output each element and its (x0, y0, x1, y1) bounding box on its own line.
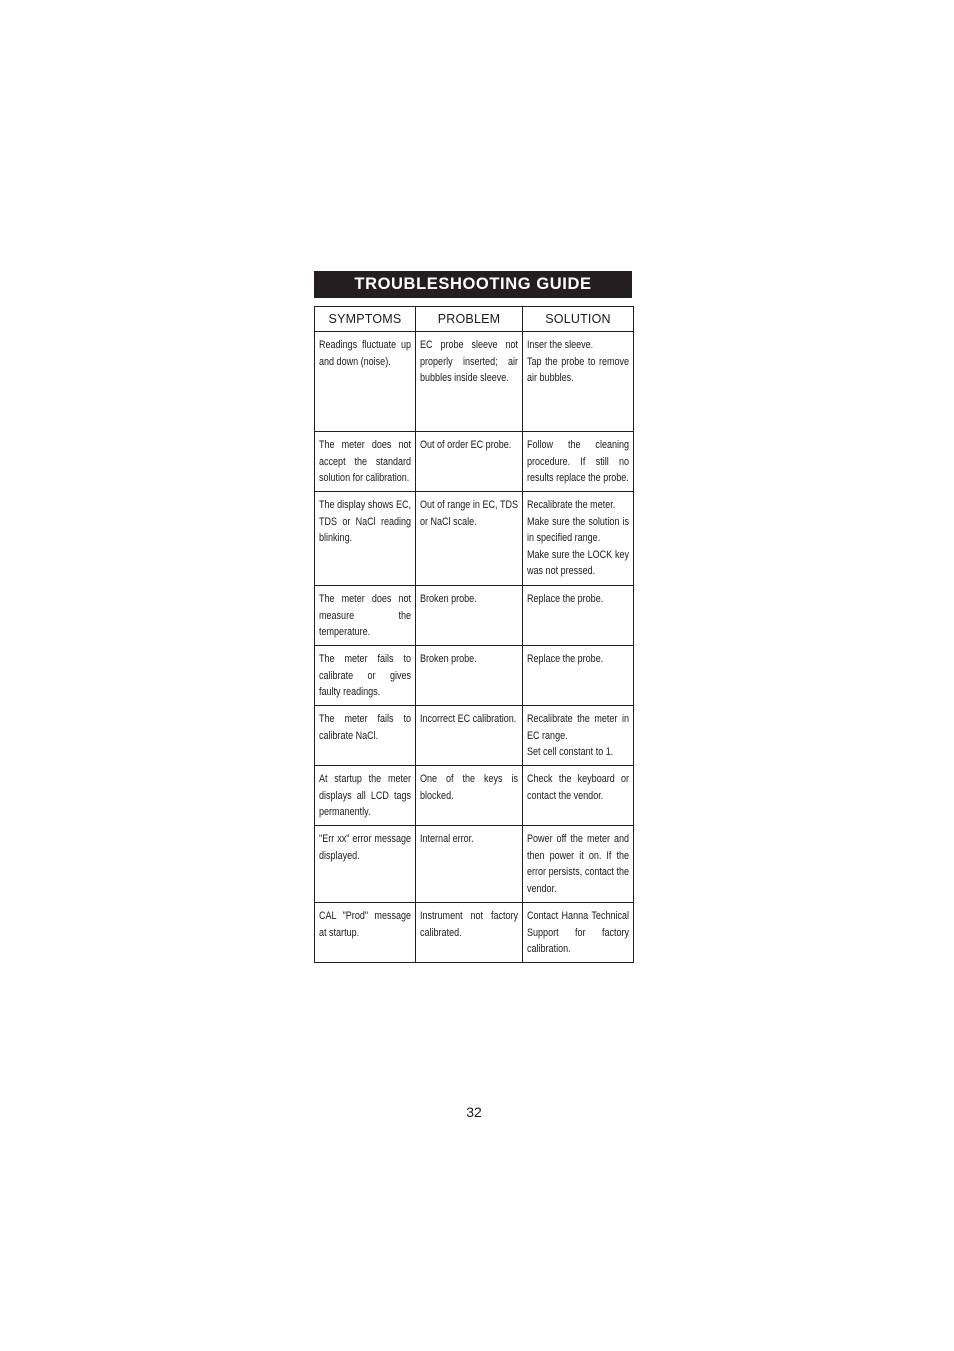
problem-text: Incorrect EC calibration. (420, 713, 517, 725)
symptom-text: At startup the meter displays all LCD tags permanently. (319, 773, 412, 819)
problem-cell (416, 903, 523, 963)
symptom-cell (315, 903, 416, 963)
problem-text: Broken probe. (420, 653, 477, 665)
solution-cell (523, 903, 634, 963)
problem-cell (416, 586, 523, 646)
solution-text: Contact Hanna Technical Support for factory calibration. (527, 910, 630, 956)
problem-text: Instrument not factory calibrated. (420, 910, 519, 939)
problem-cell (416, 492, 523, 586)
solution-text: Make sure the LOCK key was not pressed. (527, 548, 630, 578)
solution-cell (523, 432, 634, 492)
table-row (315, 826, 634, 903)
table-row (315, 646, 634, 706)
header-symptoms: SYMPTOMS (315, 307, 416, 332)
problem-cell (416, 826, 523, 903)
symptom-cell (315, 646, 416, 706)
symptom-text: The meter does not accept the standard solution for calibration. (319, 439, 412, 485)
solution-text: Replace the probe. (527, 593, 604, 605)
problem-text: One of the keys is blocked. (420, 773, 519, 802)
symptom-cell (315, 492, 416, 586)
solution-cell (523, 332, 634, 432)
problem-cell (416, 766, 523, 826)
troubleshooting-table (314, 306, 634, 963)
solution-text: Follow the cleaning procedure. If still no results replace the probe. (527, 439, 630, 485)
solution-cell (523, 766, 634, 826)
table-row (315, 706, 634, 766)
symptom-cell (315, 706, 416, 766)
solution-cell (523, 492, 634, 586)
problem-cell (416, 432, 523, 492)
table-row (315, 766, 634, 826)
table-row (315, 492, 634, 586)
header-problem: PROBLEM (416, 307, 523, 332)
solution-text: Power off the meter and then power it on. If the error persists, contact the vendor. (527, 833, 630, 895)
table-body (315, 332, 634, 963)
symptom-cell (315, 766, 416, 826)
page-title: TROUBLESHOOTING GUIDE (314, 271, 632, 298)
symptom-text: The meter fails to calibrate NaCl. (319, 713, 412, 742)
problem-text: Internal error. (420, 833, 474, 845)
solution-cell (523, 826, 634, 903)
symptom-text: Readings fluctuate up and down (noise). (319, 339, 412, 368)
solution-text: Replace the probe. (527, 653, 604, 665)
problem-text: Out of range in EC, TDS or NaCl scale. (420, 499, 519, 528)
solution-text: Set cell constant to 1. (527, 746, 614, 759)
symptom-text: The meter fails to calibrate or gives faulty readings. (319, 653, 412, 699)
symptom-text: The display shows EC, TDS or NaCl reading blinking. (319, 499, 412, 545)
solution-text: Make sure the solution is in specified range. (527, 515, 630, 545)
symptom-cell (315, 586, 416, 646)
problem-text: EC probe sleeve not properly inserted; air bubbles inside sleeve. (420, 339, 519, 385)
symptom-cell (315, 432, 416, 492)
table-row (315, 586, 634, 646)
problem-cell (416, 646, 523, 706)
solution-text: Recalibrate the meter in EC range. (527, 713, 630, 742)
solution-cell (523, 646, 634, 706)
solution-text: Check the keyboard or contact the vendor. (527, 773, 630, 802)
symptom-cell (315, 332, 416, 432)
problem-text: Out of order EC probe. (420, 439, 512, 451)
table-row (315, 903, 634, 963)
symptom-text: The meter does not measure the temperature. (319, 593, 412, 639)
solution-text: Recalibrate the meter. (527, 499, 616, 511)
table-row (315, 432, 634, 492)
solution-cell (523, 706, 634, 766)
problem-text: Broken probe. (420, 593, 477, 605)
page-number: 32 (466, 1104, 482, 1120)
header-solution: SOLUTION (523, 307, 634, 332)
problem-cell (416, 332, 523, 432)
problem-cell (416, 706, 523, 766)
symptom-text: CAL "Prod" message at startup. (319, 910, 412, 939)
table-header-row (315, 307, 634, 332)
solution-text: Inser the sleeve. (527, 339, 594, 351)
solution-text: Tap the probe to remove air bubbles. (527, 355, 630, 385)
solution-cell (523, 586, 634, 646)
symptom-text: "Err xx" error message displayed. (319, 833, 412, 862)
table-row (315, 332, 634, 432)
symptom-cell (315, 826, 416, 903)
